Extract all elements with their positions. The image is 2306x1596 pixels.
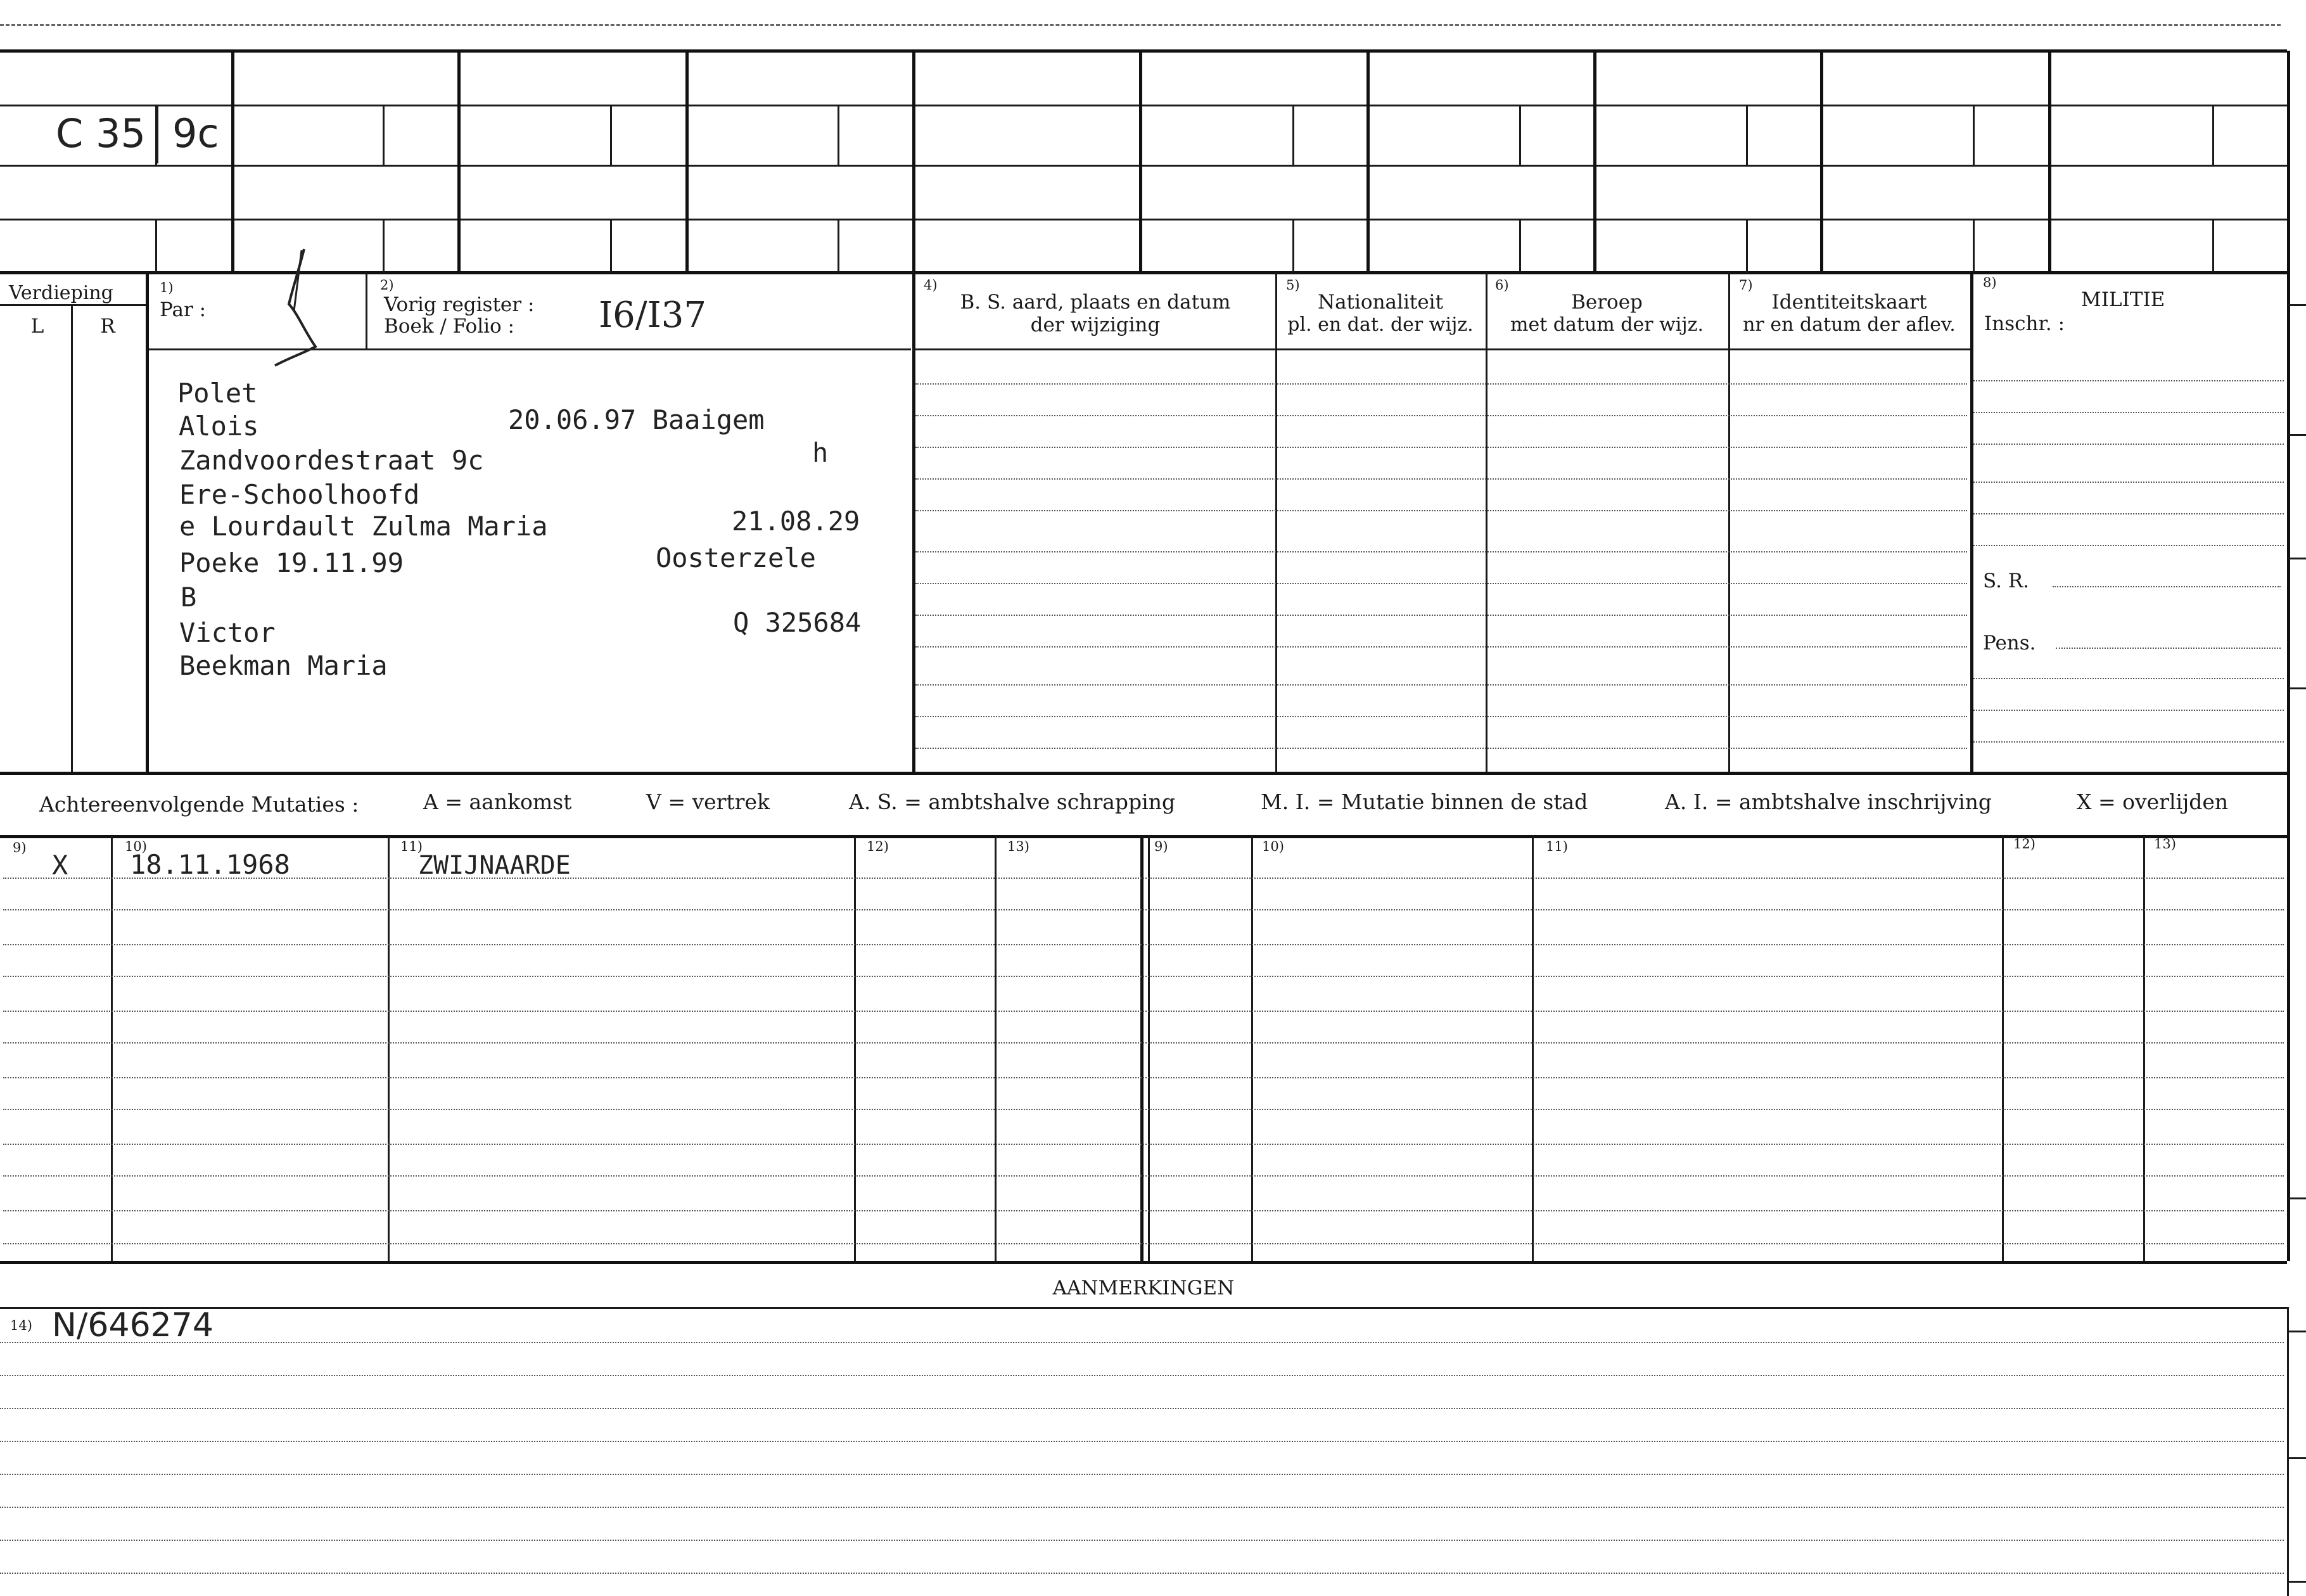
beroep-header-line1: Beroep (1571, 291, 1643, 314)
field-7-number: 7) (1739, 278, 1753, 293)
street-address: Zandvoordestraat 9c (179, 445, 484, 476)
pens-label: Pens. (1983, 632, 2036, 654)
field-2-number: 2) (380, 278, 394, 293)
field-1-number: 1) (160, 280, 174, 295)
profession: Ere-Schoolhoofd (179, 479, 420, 510)
remarks-value: N/646274 (52, 1306, 213, 1344)
militie-label: MILITIE (2081, 288, 2165, 311)
remarks-top-rule (0, 1307, 2287, 1309)
col-r-label: R (100, 315, 115, 338)
boek-folio-label: Boek / Folio : (384, 315, 514, 338)
code-left: C 35 (56, 110, 146, 156)
beroep-header-line2: met datum der wijz. (1510, 314, 1704, 336)
mutations-top-border (0, 835, 2287, 838)
nat-header-line1: Nationaliteit (1317, 291, 1444, 314)
legend-a: A = aankomst (423, 789, 572, 814)
surname: Polet (177, 378, 258, 409)
father-name: Victor (179, 617, 276, 648)
field-5-number: 5) (1286, 278, 1300, 293)
mut-right-11: 11) (1546, 839, 1568, 854)
bs-header-line2: der wijziging (1030, 314, 1161, 336)
field-4-number: 4) (924, 278, 938, 293)
code-right: 9c (172, 110, 219, 156)
id-number: Q 325684 (733, 607, 862, 638)
field-6-number: 6) (1495, 278, 1509, 293)
field-8-number: 8) (1983, 275, 1997, 290)
spouse-date: 21.08.29 (732, 506, 860, 537)
mut-left-9: 9) (13, 840, 27, 855)
spouse-name: e Lourdault Zulma Maria (179, 511, 548, 542)
mut-left-11: 11) (400, 839, 423, 854)
par-handwritten-mark (266, 244, 336, 371)
legend-ai: A. I. = ambtshalve inschrijving (1665, 789, 1992, 814)
mutation-place: ZWIJNAARDE (418, 851, 571, 880)
folio-value: I6/I37 (599, 295, 706, 336)
spouse-birth: Poeke 19.11.99 (179, 547, 404, 578)
marriage-place: Oosterzele (656, 542, 816, 573)
mark-h: h (812, 437, 829, 468)
mut-left-12: 12) (867, 839, 889, 854)
birth-date-place: 20.06.97 Baaigem (508, 404, 765, 435)
mother-name: Beekman Maria (179, 650, 388, 681)
col-l-label: L (30, 315, 44, 338)
vorig-register-label: Vorig register : (384, 293, 535, 316)
code-divider (156, 106, 158, 163)
mut-right-9: 9) (1154, 839, 1168, 854)
id-header-line1: Identiteitskaart (1771, 291, 1927, 314)
legend-x: X = overlijden (2077, 789, 2229, 814)
remarks-title: AANMERKINGEN (1052, 1277, 1235, 1299)
mutations-bottom-border (0, 1261, 2287, 1264)
mutation-type: X (52, 850, 68, 881)
mutations-title: Achtereenvolgende Mutaties : (39, 792, 359, 817)
verdieping-label: Verdieping (9, 282, 113, 304)
id-header-line2: nr en datum der aflev. (1743, 314, 1956, 336)
inschr-label: Inschr. : (1984, 312, 2065, 335)
top-border (0, 49, 2287, 53)
par-label: Par : (160, 298, 207, 321)
mut-right-13: 13) (2154, 836, 2176, 852)
mutation-date: 18.11.1968 (130, 849, 290, 880)
legend-v: V = vertrek (646, 789, 770, 814)
legend-as: A. S. = ambtshalve schrapping (849, 789, 1176, 814)
top-edge-line (0, 24, 2281, 26)
mut-left-10: 10) (125, 839, 147, 854)
remarks-number: 14) (10, 1318, 32, 1333)
mut-right-10: 10) (1262, 839, 1284, 854)
mut-right-12: 12) (2013, 836, 2035, 852)
nat-header-line2: pl. en dat. der wijz. (1287, 314, 1474, 336)
legend-mi: M. I. = Mutatie binnen de stad (1261, 789, 1588, 814)
first-name: Alois (179, 411, 259, 442)
mut-left-13: 13) (1007, 839, 1029, 854)
nationality: B (181, 582, 197, 613)
sr-label: S. R. (1983, 570, 2030, 592)
bs-header-line1: B. S. aard, plaats en datum (960, 291, 1231, 314)
